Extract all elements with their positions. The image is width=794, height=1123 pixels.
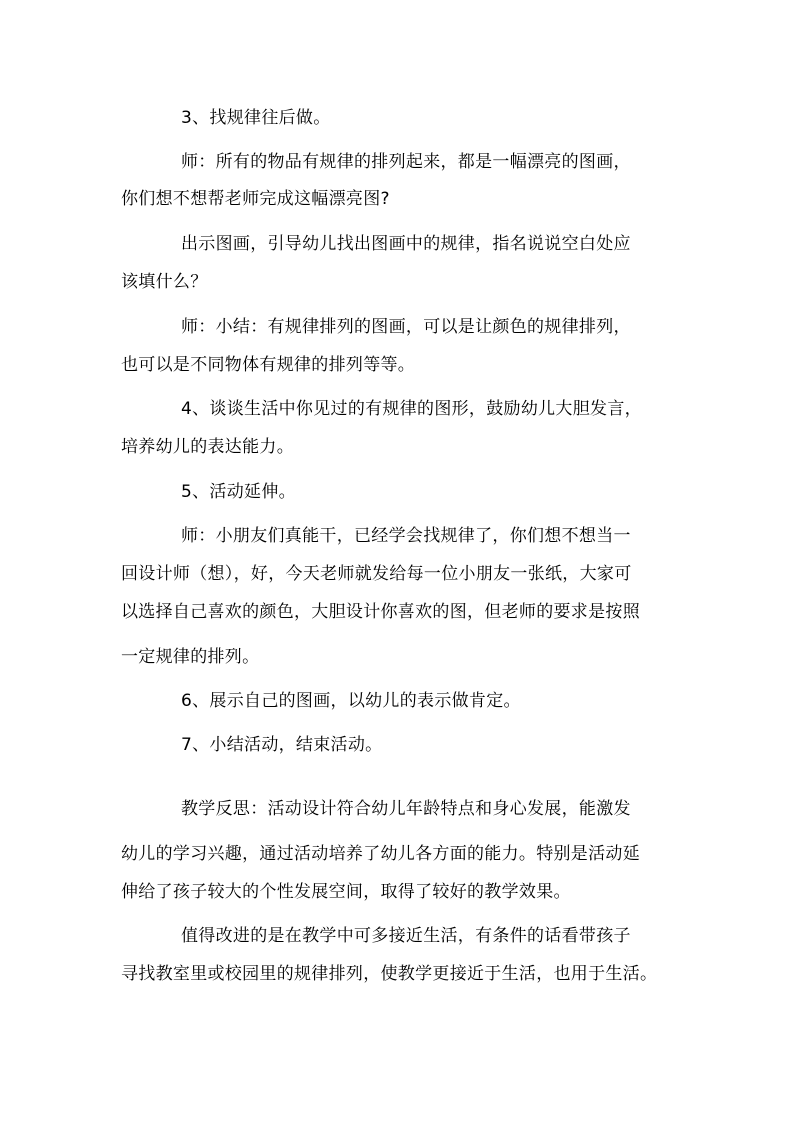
reflection-line: 伸给了孩子较大的个性发展空间，取得了较好的教学效果。 — [121, 882, 571, 902]
paragraph-line: 你们想不想帮老师完成这幅漂亮图? — [121, 189, 390, 209]
step-4-line: 4、谈谈生活中你见过的有规律的图形，鼓励幼儿大胆发言， — [181, 399, 642, 419]
paragraph-line: 师：所有的物品有规律的排列起来，都是一幅漂亮的图画， — [181, 152, 631, 172]
improvement-line: 值得改进的是在教学中可多接近生活，有条件的话看带孩子 — [181, 926, 631, 946]
step-5-heading: 5、活动延伸。 — [181, 482, 296, 502]
paragraph-line: 以选择自己喜欢的颜色，大胆设计你喜欢的图，但老师的要求是按照 — [121, 602, 640, 622]
paragraph-line: 回设计师（想），好，今天老师就发给每一位小朋友一张纸，大家可 — [121, 564, 632, 584]
paragraph-line: 师：小朋友们真能干，已经学会找规律了，你们想不想当一 — [181, 526, 631, 546]
paragraph-line: 也可以是不同物体有规律的排列等等。 — [121, 355, 416, 375]
paragraph-line: 师：小结：有规律排列的图画，可以是让颜色的规律排列， — [181, 317, 631, 337]
improvement-line: 寻找教室里或校园里的规律排列，使教学更接近于生活，也用于生活。 — [121, 964, 658, 984]
step-7-line: 7、小结活动，结束活动。 — [181, 735, 383, 755]
paragraph-line: 该填什么？ — [121, 272, 208, 292]
reflection-line: 幼儿的学习兴趣，通过活动培养了幼儿各方面的能力。特别是活动延 — [121, 844, 640, 864]
paragraph-line: 培养幼儿的表达能力。 — [121, 437, 294, 457]
step-6-line: 6、展示自己的图画，以幼儿的表示做肯定。 — [181, 691, 521, 711]
reflection-line: 教学反思：活动设计符合幼儿年龄特点和身心发展，能激发 — [181, 799, 631, 819]
paragraph-line: 一定规律的排列。 — [121, 647, 260, 667]
step-3-heading: 3、找规律往后做。 — [181, 108, 331, 128]
paragraph-line: 出示图画，引导幼儿找出图画中的规律，指名说说空白处应 — [181, 234, 631, 254]
